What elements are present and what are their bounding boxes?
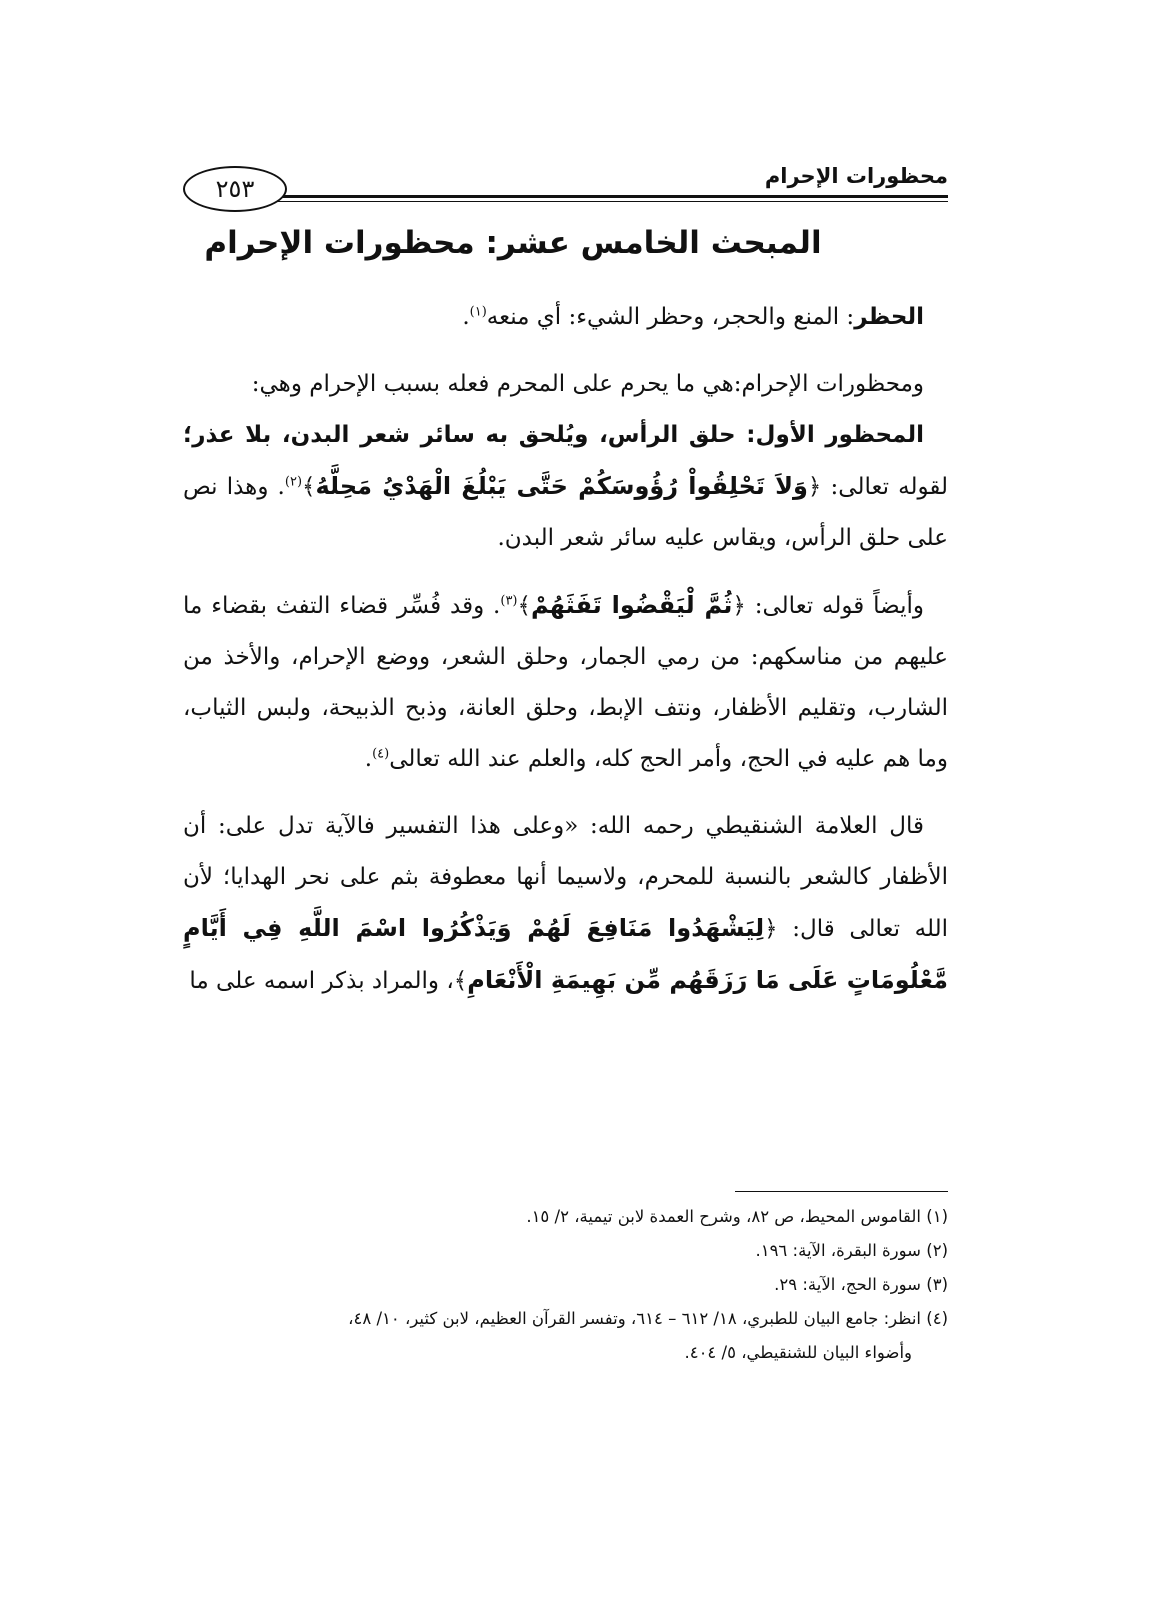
paragraph-5-text: قال العلامة الشنقيطي رحمه الله: «وعلى هذا التفسير فالآية تدل على: أن الأظفار كالشعر بالنسبة للمحرم، ولاسيما أنها معطوفة بثم على نحر الهدايا؛ لأن الله تعالى قال: <box>183 813 949 942</box>
page-header <box>183 158 948 214</box>
footnote-1: (١) القاموس المحيط، ص ٨٢، وشرح العمدة لابن تيمية، ٢/ ١٥. <box>526 1207 948 1226</box>
paragraph-intro: ومحظورات الإحرام:هي ما يحرم على المحرم فعله بسبب الإحرام وهي: <box>251 371 924 397</box>
definition-end: . <box>462 304 470 330</box>
footnotes <box>183 1200 948 1370</box>
footnote-ref-2: (٢) <box>284 474 303 490</box>
footnote-3: (٣) سورة الحج، الآية: ٢٩. <box>774 1275 948 1294</box>
verse-intro-2: وأيضاً قوله تعالى: <box>745 593 924 619</box>
verse-intro-1: لقوله تعالى: <box>821 474 948 500</box>
page-number: ٢٥٣ <box>215 175 255 203</box>
footnote-2: (٢) سورة البقرة، الآية: ١٩٦. <box>755 1241 948 1260</box>
ornate-bracket-open: ﴿ <box>732 593 746 619</box>
ornate-bracket-close: ﴾ <box>453 968 468 994</box>
page-number-badge <box>183 166 287 212</box>
definition-term: الحظر <box>854 304 924 330</box>
paragraph-shanqiti <box>183 801 948 1007</box>
footnote-ref-3: (٣) <box>500 593 518 609</box>
footnote-separator <box>735 1191 948 1192</box>
running-title: محظورات الإحرام <box>764 164 948 188</box>
body-text <box>183 292 948 1007</box>
paragraph-first-prohibition <box>183 410 948 564</box>
quran-verse-3: لِيَشْهَدُوا مَنَافِعَ لَهُمْ وَيَذْكُرُوا اسْمَ اللَّهِ فِي أَيَّامٍ مَّعْلُومَاتٍ عَلَى مَا رَزَقَهُم مِّن بَهِيمَةِ الْأَنْعَامِ <box>183 914 948 994</box>
footnote-ref-1: (١) <box>469 304 487 320</box>
paragraph-5-end: ، والمراد بذكر اسمه على ما <box>189 968 454 994</box>
header-rule-thin <box>275 201 948 202</box>
ornate-bracket-close: ﴾ <box>302 474 316 500</box>
footnote-4: (٤) انظر: جامع البيان للطبري، ١٨/ ٦١٢ – ٦١٤، وتفسر القرآن العظيم، لابن كثير، ١٠/ ٤٨، <box>348 1309 948 1328</box>
header-rule-thick <box>275 195 948 198</box>
paragraph-definition <box>183 292 948 343</box>
ornate-bracket-close: ﴾ <box>517 593 531 619</box>
paragraph-4-end: . <box>364 746 373 772</box>
quran-verse-1: وَلاَ تَحْلِقُواْ رُؤُوسَكُمْ حَتَّى يَبْلُغَ الْهَدْيُ مَحِلَّهُ <box>315 472 808 500</box>
section-heading: المبحث الخامس عشر: محظورات الإحرام <box>204 225 822 261</box>
paragraph-3-text: . وهذا نص على حلق الرأس، ويقاس عليه سائر شعر البدن. <box>183 474 948 551</box>
footnote-ref-4: (٤) <box>372 746 390 762</box>
footnote-4-continued: وأضواء البيان للشنقيطي، ٥/ ٤٠٤. <box>684 1343 912 1362</box>
ornate-bracket-open: ﴿ <box>764 916 778 942</box>
first-prohibition-heading: المحظور الأول: حلق الرأس، ويُلحق به سائر شعر البدن، بلا عذر؛ <box>183 422 924 448</box>
paragraph-tafath <box>183 580 948 785</box>
quran-verse-2: ثُمَّ لْيَقْضُوا تَفَثَهُمْ <box>530 591 733 619</box>
definition-text: : المنع والحجر، وحظر الشيء: أي منعه <box>486 304 855 330</box>
paragraph-4-text: . وقد فُسِّر قضاء التفث بقضاء ما عليهم من مناسكهم: من رمي الجمار، وحلق الشعر، ووضع الإحرام، والأخذ من الشارب، وتقليم الأظفار، ونتف الإبط، وحلق العانة، وذبح الذبيحة، ولبس الثياب، وما هم عليه في الحج، وأمر الحج كله، والعلم عند الله تعالى <box>183 593 948 772</box>
ornate-bracket-open: ﴿ <box>807 474 822 500</box>
